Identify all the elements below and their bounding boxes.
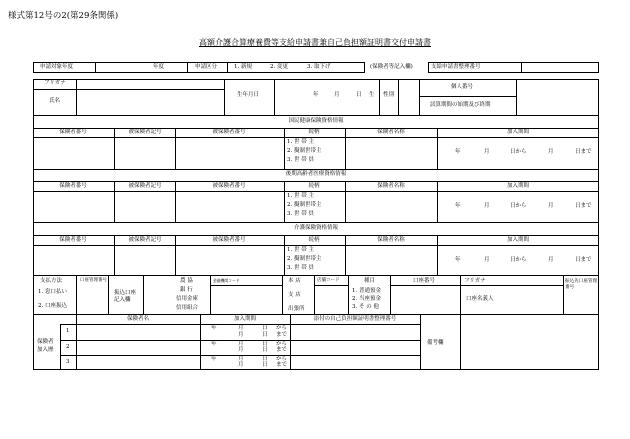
nhi-insured-no-header: 被保険者番号 — [212, 129, 246, 135]
history-row-1-no: 1 — [66, 328, 70, 334]
remarks-field[interactable] — [461, 315, 598, 369]
branch-sub[interactable]: 支 店 — [288, 292, 301, 298]
h1-from-suffix: から — [276, 325, 288, 331]
fiscal-year-field[interactable] — [96, 63, 146, 72]
section-title-elderly: 後期高齢者医療資格情報 — [285, 171, 347, 177]
nhi-period-month2: 月 — [548, 149, 554, 155]
h3-to-suffix: まで — [276, 362, 288, 368]
nhi-relation-1[interactable]: 1. 世 帯 主 — [287, 139, 314, 145]
branch-office[interactable]: 出張所 — [288, 306, 305, 312]
eld-insurer-name-header: 保険者名称 — [377, 183, 405, 189]
eld-period-month: 月 — [484, 203, 490, 209]
eld-period-year: 年 — [455, 203, 461, 209]
nhi-relation-2[interactable]: 2. 擬制世帯主 — [287, 148, 322, 154]
birth-suffix: 生 — [369, 92, 375, 98]
h1-to-month: 月 — [238, 332, 244, 338]
sex-field[interactable] — [399, 80, 418, 114]
sex-label: 性別 — [383, 92, 395, 98]
bank-type-bank[interactable]: 銀 行 — [180, 287, 193, 293]
nhi-symbol-header: 被保険者記号 — [128, 129, 162, 135]
nhi-period-month: 月 — [484, 149, 490, 155]
ltc-relation-3[interactable]: 3. 世 帯 員 — [287, 265, 314, 271]
ltc-relation-header: 続柄 — [308, 237, 320, 243]
remarks-label: 備考欄 — [427, 340, 444, 346]
section-title-nhi: 国民健康保険資格情報 — [288, 118, 344, 124]
ltc-period-from: 日から — [510, 257, 527, 263]
furigana-label: フリガナ — [44, 80, 66, 86]
birth-day-unit: 日 — [356, 92, 362, 98]
h3-to-day: 日 — [262, 362, 268, 368]
holder-name-field[interactable] — [500, 287, 562, 313]
bank-code-label: 金融機関コード — [213, 278, 240, 283]
bank-type-shinkin[interactable]: 信用金庫 — [176, 296, 199, 302]
category-new[interactable]: 1. 新規 — [234, 64, 252, 70]
insurer-fill-note: (保険者等記入欄) — [370, 64, 413, 70]
eld-period-from: 日から — [510, 203, 527, 209]
account-no-label: 口座番号 — [413, 278, 436, 284]
personal-no-label: 個人番号 — [451, 84, 474, 90]
bank-type-agri[interactable]: 農 協 — [180, 278, 193, 284]
receipt-no-field[interactable] — [522, 63, 598, 72]
bank-type-kumiai[interactable]: 信用組合 — [176, 305, 199, 311]
transfer-label: 振込口座記入欄 — [114, 290, 137, 304]
name-label: 氏名 — [49, 98, 61, 104]
nhi-period-from: 日から — [510, 149, 527, 155]
eld-period-month2: 月 — [548, 203, 554, 209]
eld-relation-2[interactable]: 2. 擬制世帯主 — [287, 202, 322, 208]
form-number: 様式第12号の2(第29条関係) — [8, 11, 119, 21]
eld-period-to: 日まで — [575, 203, 592, 209]
category-label: 申請区分 — [195, 64, 218, 70]
eld-insured-no-header: 被保険者番号 — [212, 183, 246, 189]
eld-relation-3[interactable]: 3. 世 帯 員 — [287, 211, 314, 217]
h2-to-suffix: まで — [276, 347, 288, 353]
branch-main[interactable]: 本 店 — [288, 278, 301, 284]
nhi-insurer-name-header: 保険者名称 — [377, 129, 405, 135]
birth-year-unit: 年 — [313, 92, 319, 98]
fiscal-year-label: 申請対象年度 — [40, 64, 74, 70]
birth-label: 生年月日 — [237, 92, 260, 98]
h1-from-year: 年 — [211, 325, 217, 331]
h2-from-suffix: から — [276, 341, 288, 347]
history-cert-header: 添付の自己負担額証明書整理番号 — [313, 316, 397, 322]
form-title: 高額介護合算療養費等支給申請書兼自己負担額証明書交付申請書 — [199, 38, 431, 47]
h2-to-month: 月 — [238, 347, 244, 353]
nhi-period-year: 年 — [455, 149, 461, 155]
ltc-period-to: 日まで — [575, 257, 592, 263]
h1-from-day: 日 — [262, 325, 268, 331]
history-label: 保険者加入歴 — [37, 339, 54, 353]
ltc-insurer-no-header: 保険者番号 — [59, 237, 87, 243]
payment-transfer[interactable]: 2. 口座振込 — [38, 303, 67, 309]
account-ordinary[interactable]: 1. 普通預金 — [352, 288, 381, 294]
destination-label: 振込先口座管理番号 — [565, 279, 598, 291]
h3-from-day: 日 — [262, 356, 268, 362]
ltc-relation-1[interactable]: 1. 世 帯 主 — [287, 247, 314, 253]
furigana-field[interactable] — [77, 80, 223, 88]
h3-to-month: 月 — [238, 362, 244, 368]
nhi-relation-3[interactable]: 3. 世 帯 員 — [287, 157, 314, 163]
branch-code-label: 店舗コード — [317, 278, 340, 283]
payment-counter[interactable]: 1. 窓口払い — [38, 289, 67, 295]
holder-furigana-label: フリガナ — [464, 278, 486, 284]
h2-to-day: 日 — [262, 347, 268, 353]
ltc-relation-2[interactable]: 2. 擬制世帯主 — [287, 256, 322, 262]
ltc-period-year: 年 — [455, 257, 461, 263]
nhi-insurer-no-header: 保険者番号 — [59, 129, 87, 135]
h2-from-day: 日 — [262, 341, 268, 347]
history-row-2-no: 2 — [66, 344, 70, 350]
receipt-no-label: 支給申請書整理番号 — [431, 64, 481, 70]
h3-from-year: 年 — [211, 356, 217, 362]
ltc-insured-no-header: 被保険者番号 — [212, 237, 246, 243]
eld-relation-header: 続柄 — [308, 183, 320, 189]
period-label: 試算期間の始期及び終期 — [430, 102, 491, 108]
category-withdraw[interactable]: 3. 取下げ — [307, 64, 331, 70]
history-period-header: 加入期間 — [233, 316, 257, 322]
history-name-header: 保険者名 — [126, 316, 150, 322]
ltc-period-header: 加入期間 — [506, 237, 530, 243]
mgmt-no-label: 口座管理番号 — [80, 278, 107, 283]
h1-from-month: 月 — [238, 325, 244, 331]
eld-insurer-no-header: 保険者番号 — [59, 183, 87, 189]
ltc-period-month2: 月 — [548, 257, 554, 263]
account-type-label: 種目 — [364, 278, 376, 284]
account-current[interactable]: 2. 当座預金 — [352, 296, 381, 302]
eld-period-header: 加入期間 — [506, 183, 530, 189]
birth-month-unit: 月 — [334, 92, 340, 98]
ltc-symbol-header: 被保険者記号 — [128, 237, 162, 243]
h2-from-month: 月 — [238, 341, 244, 347]
year-unit: 年度 — [153, 64, 165, 70]
h1-to-suffix: まで — [276, 332, 288, 338]
nhi-period-to: 日まで — [575, 149, 592, 155]
nhi-relation-header: 続柄 — [308, 129, 320, 135]
ltc-period-month: 月 — [484, 257, 490, 263]
account-other[interactable]: 3. そ の 他 — [352, 304, 379, 310]
h3-from-month: 月 — [238, 356, 244, 362]
h2-from-year: 年 — [211, 341, 217, 347]
h3-from-suffix: から — [276, 356, 288, 362]
eld-symbol-header: 被保険者記号 — [128, 183, 162, 189]
eld-relation-1[interactable]: 1. 世 帯 主 — [287, 193, 314, 199]
holder-label: 口座名義人 — [466, 296, 494, 302]
name-field[interactable] — [77, 90, 223, 114]
history-row-3-no: 3 — [66, 359, 70, 365]
ltc-insurer-name-header: 保険者名称 — [377, 237, 405, 243]
section-title-ltc: 介護保険資格情報 — [293, 225, 339, 231]
nhi-period-header: 加入期間 — [506, 129, 530, 135]
category-change[interactable]: 2. 変更 — [270, 64, 288, 70]
payment-method-label: 支払方法 — [40, 278, 63, 284]
h1-to-day: 日 — [262, 332, 268, 338]
